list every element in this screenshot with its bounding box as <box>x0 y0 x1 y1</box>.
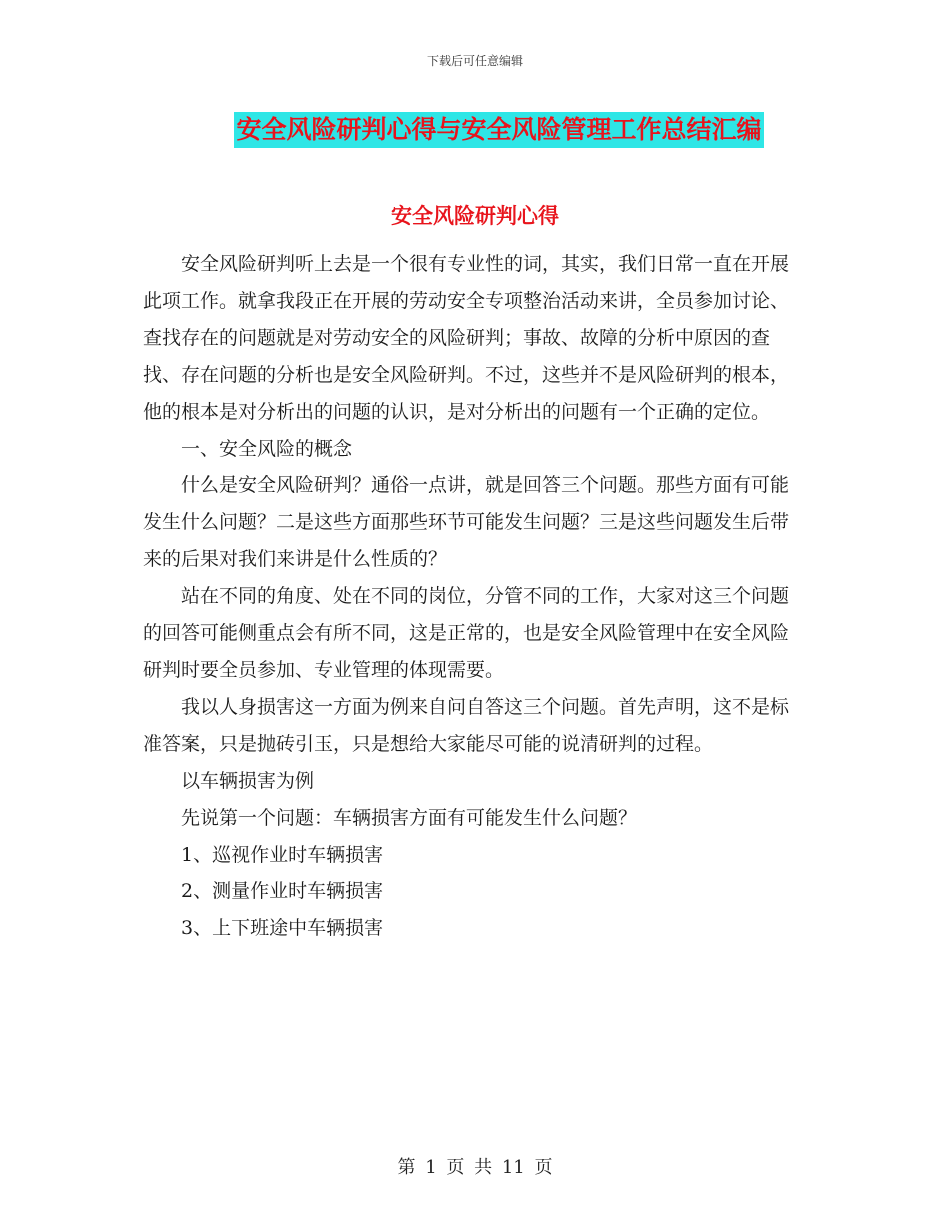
section-heading: 一、安全风险的概念 <box>181 437 353 460</box>
document-body <box>143 246 803 947</box>
section-title: 安全风险研判心得 <box>391 203 559 228</box>
paragraph: 安全风险研判听上去是一个很有专业性的词，其实，我们日常一直在开展此项工作。就拿我段正在开展的劳动安全专项整治活动来讲，全员参加讨论、查找存在的问题就是对劳动安全的风险研判；事故、故障的分析中原因的查找、存在问题的分析也是安全风险研判。不过，这些并不是风险研判的根本，他的根本是对分析出的问题的认识，是对分析出的问题有一个正确的定位。 <box>143 253 790 423</box>
page-footer: 第 1 页 共 11 页 <box>397 1157 553 1178</box>
paragraph: 我以人身损害这一方面为例来自问自答这三个问题。首先声明，这不是标准答案，只是抛砖引玉，只是想给大家能尽可能的说清研判的过程。 <box>143 695 790 755</box>
paragraph: 站在不同的角度、处在不同的岗位，分管不同的工作，大家对这三个问题的回答可能侧重点会有所不同，这是正常的，也是安全风险管理中在安全风险研判时要全员参加、专业管理的体现需要。 <box>143 585 790 681</box>
list-item: 2、测量作业时车辆损害 <box>181 880 384 903</box>
list-item: 1、巡视作业时车辆损害 <box>181 843 384 866</box>
paragraph: 先说第一个问题：车辆损害方面有可能发生什么问题？ <box>181 806 638 829</box>
list-item: 3、上下班途中车辆损害 <box>181 917 384 940</box>
paragraph: 以车辆损害为例 <box>181 769 315 792</box>
paragraph: 什么是安全风险研判？通俗一点讲，就是回答三个问题。那些方面有可能发生什么问题？二是这些方面那些环节可能发生问题？三是这些问题发生后带来的后果对我们来讲是什么性质的？ <box>143 474 790 571</box>
document-title: 安全风险研判心得与安全风险管理工作总结汇编 <box>234 112 763 148</box>
main-title-wrap <box>0 112 950 148</box>
header-note: 下载后可任意编辑 <box>426 54 523 68</box>
